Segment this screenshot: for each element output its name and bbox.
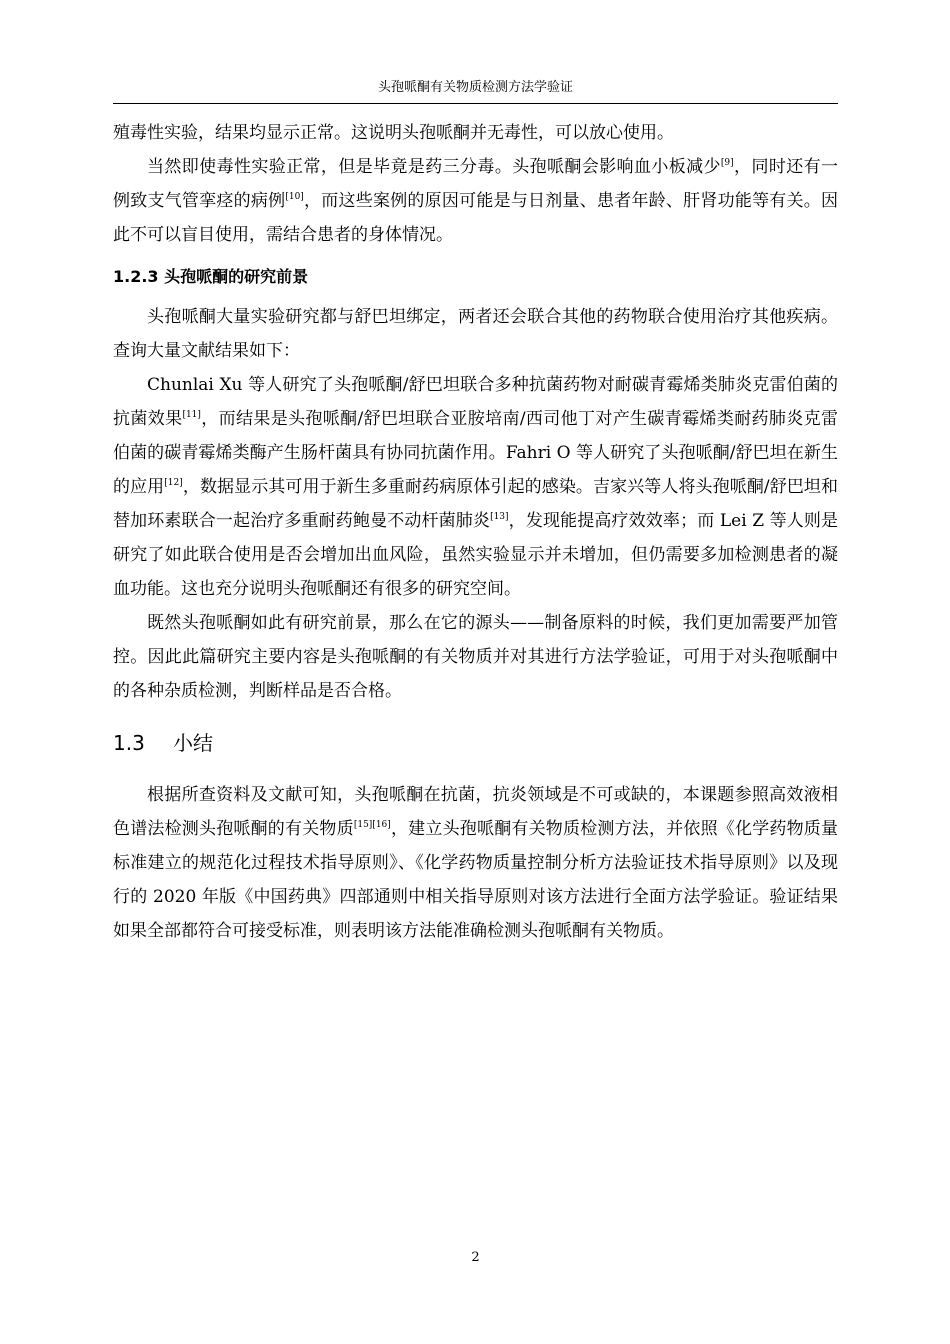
page-number: 2 — [471, 1250, 480, 1265]
text-span: ，而这些案例的原因可能是与日剂量、患者年龄、肝肾功能等有关。因此不可以盲目使用，需结合患者的身体情况。 — [113, 191, 839, 245]
citation-ref: [12] — [164, 478, 183, 488]
text-span: 当然即使毒性实验正常，但是毕竟是药三分毒。头孢哌酮会影响血小板减少 — [147, 157, 721, 177]
page-header: 头孢哌酮有关物质检测方法学验证 — [377, 80, 573, 95]
section-heading-1-3 — [113, 726, 838, 760]
text-span: ，同时还有一例致支气管挛痉的病例 — [113, 157, 839, 211]
paragraph-purpose: 既然头孢哌酮如此有研究前景，那么在它的源头——制备原料的时候，我们更加需要严加管控。因此此篇研究主要内容是头孢哌酮的有关物质并对其进行方法学验证，可用于对头孢哌酮中的各种杂质检测，判断样品是否合格。 — [113, 613, 838, 701]
document-body — [113, 116, 838, 948]
paragraph-continuation: 殖毒性实验，结果均显示正常。这说明头孢哌酮并无毒性，可以放心使用。 — [113, 123, 674, 143]
paragraph-toxicity — [113, 150, 838, 252]
header-rule — [113, 103, 838, 104]
paragraph-research-intro: 头孢哌酮大量实验研究都与舒巴坦绑定，两者还会联合其他的药物联合使用治疗其他疾病。查询大量文献结果如下： — [113, 307, 838, 361]
text-span: 根据所查资料及文献可知，头孢哌酮在抗菌，抗炎领域是不可或缺的，本课题参照高效液相色谱法检测头孢哌酮的有关物质 — [113, 785, 838, 839]
section-heading-1-2-3 — [113, 260, 838, 294]
paragraph-literature — [113, 368, 838, 606]
citation-ref: [15][16] — [353, 820, 391, 830]
citation-ref: [10] — [285, 192, 304, 202]
paragraph-summary — [113, 778, 838, 948]
citation-ref: [9] — [720, 158, 734, 168]
text-span: ，建立头孢哌酮有关物质检测方法，并依照《化学药物质量标准建立的规范化过程技术指导原则》、《化学药物质量控制分析方法验证技术指导原则》以及现行的 2020 年版《中国药典》四部通则中相关指导原则对该方法进行全面方法学验证。验证结果如果全部都符合可接受标准，则表明该方法能准确检测头孢哌酮有关物质。 — [113, 819, 839, 941]
section-title: 小结 — [173, 731, 213, 755]
section-title: 头孢哌酮的研究前景 — [164, 267, 309, 286]
text-span: ，而结果是头孢哌酮/舒巴坦联合亚胺培南/西司他丁对产生碳青霉烯类耐药肺炎克雷伯菌的碳青霉烯类酶产生肠杆菌具有协同抗菌作用。Fahri O 等人研究了头孢哌酮/舒巴坦在新生的应用 — [113, 409, 838, 497]
text-span: ，数据显示其可用于新生多重耐药病原体引起的感染。吉家兴等人将头孢哌酮/舒巴坦和替加环素联合一起治疗多重耐药鲍曼不动杆菌肺炎 — [113, 477, 839, 531]
section-number: 1.2.3 — [113, 267, 159, 286]
text-span: Chunlai Xu 等人研究了头孢哌酮/舒巴坦联合多种抗菌药物对耐碳青霉烯类肺炎克雷伯菌的抗菌效果 — [113, 375, 838, 429]
citation-ref: [13] — [490, 512, 509, 522]
citation-ref: [11] — [182, 410, 201, 420]
text-span: ，发现能提高疗效效率；而 Lei Z 等人则是研究了如此联合使用是否会增加出血风险，虽然实验显示并未增加，但仍需要多加检测患者的凝血功能。这也充分说明头孢哌酮还有很多的研究空间。 — [113, 511, 838, 599]
section-number: 1.3 — [113, 731, 145, 755]
